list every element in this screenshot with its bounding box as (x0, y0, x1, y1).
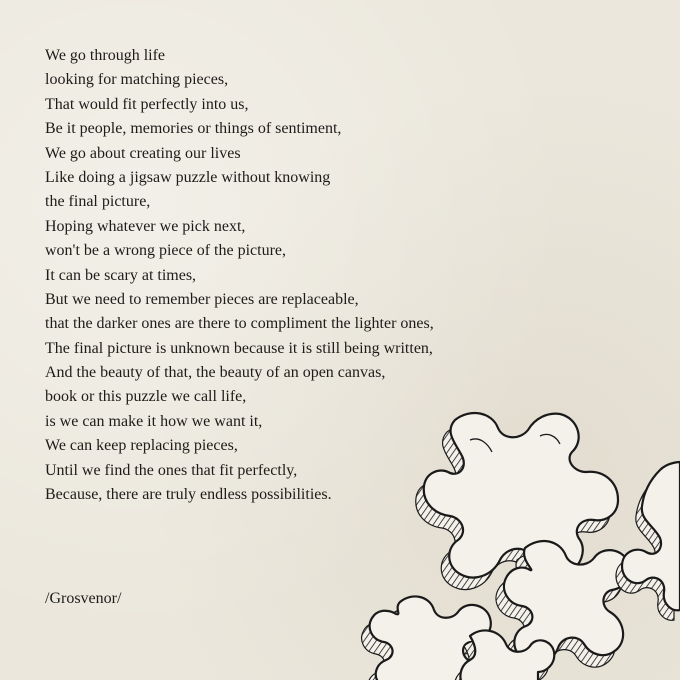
poem-line: won't be a wrong piece of the picture, (45, 242, 287, 260)
poem-line: book or this puzzle we call life, (45, 388, 247, 406)
poem-line: We go through life (45, 47, 166, 64)
puzzle-piece-edge-icon (616, 462, 680, 620)
poem-line: We can keep replacing pieces, (45, 437, 238, 455)
poem-line: Hoping whatever we pick next, (45, 217, 246, 235)
poem-line: And the beauty of that, the beauty of an open canvas, (45, 364, 386, 382)
poem-line: But we need to remember pieces are replaceable, (45, 290, 359, 308)
poem-line: Be it people, memories or things of sentiment, (45, 120, 342, 138)
poem-line: Until we find the ones that fit perfectly, (45, 461, 298, 479)
poem-line: the final picture, (45, 193, 151, 211)
poem-line: that the darker ones are there to compliment the lighter ones, (45, 315, 434, 333)
poem-line: Like doing a jigsaw puzzle without knowing (45, 168, 331, 186)
poem-line: It can be scary at times, (45, 266, 197, 284)
poem-line: The final picture is unknown because it is still being written, (45, 339, 433, 357)
poem-line: looking for matching pieces, (45, 71, 229, 89)
poem-line: That would fit perfectly into us, (45, 95, 249, 113)
author-signature: /Grosvenor/ (45, 590, 122, 607)
poem-line: Because, there are truly endless possibilities. (45, 486, 332, 504)
poem-line: is we can make it how we want it, (45, 412, 263, 430)
poem-line: We go about creating our lives (45, 144, 241, 162)
